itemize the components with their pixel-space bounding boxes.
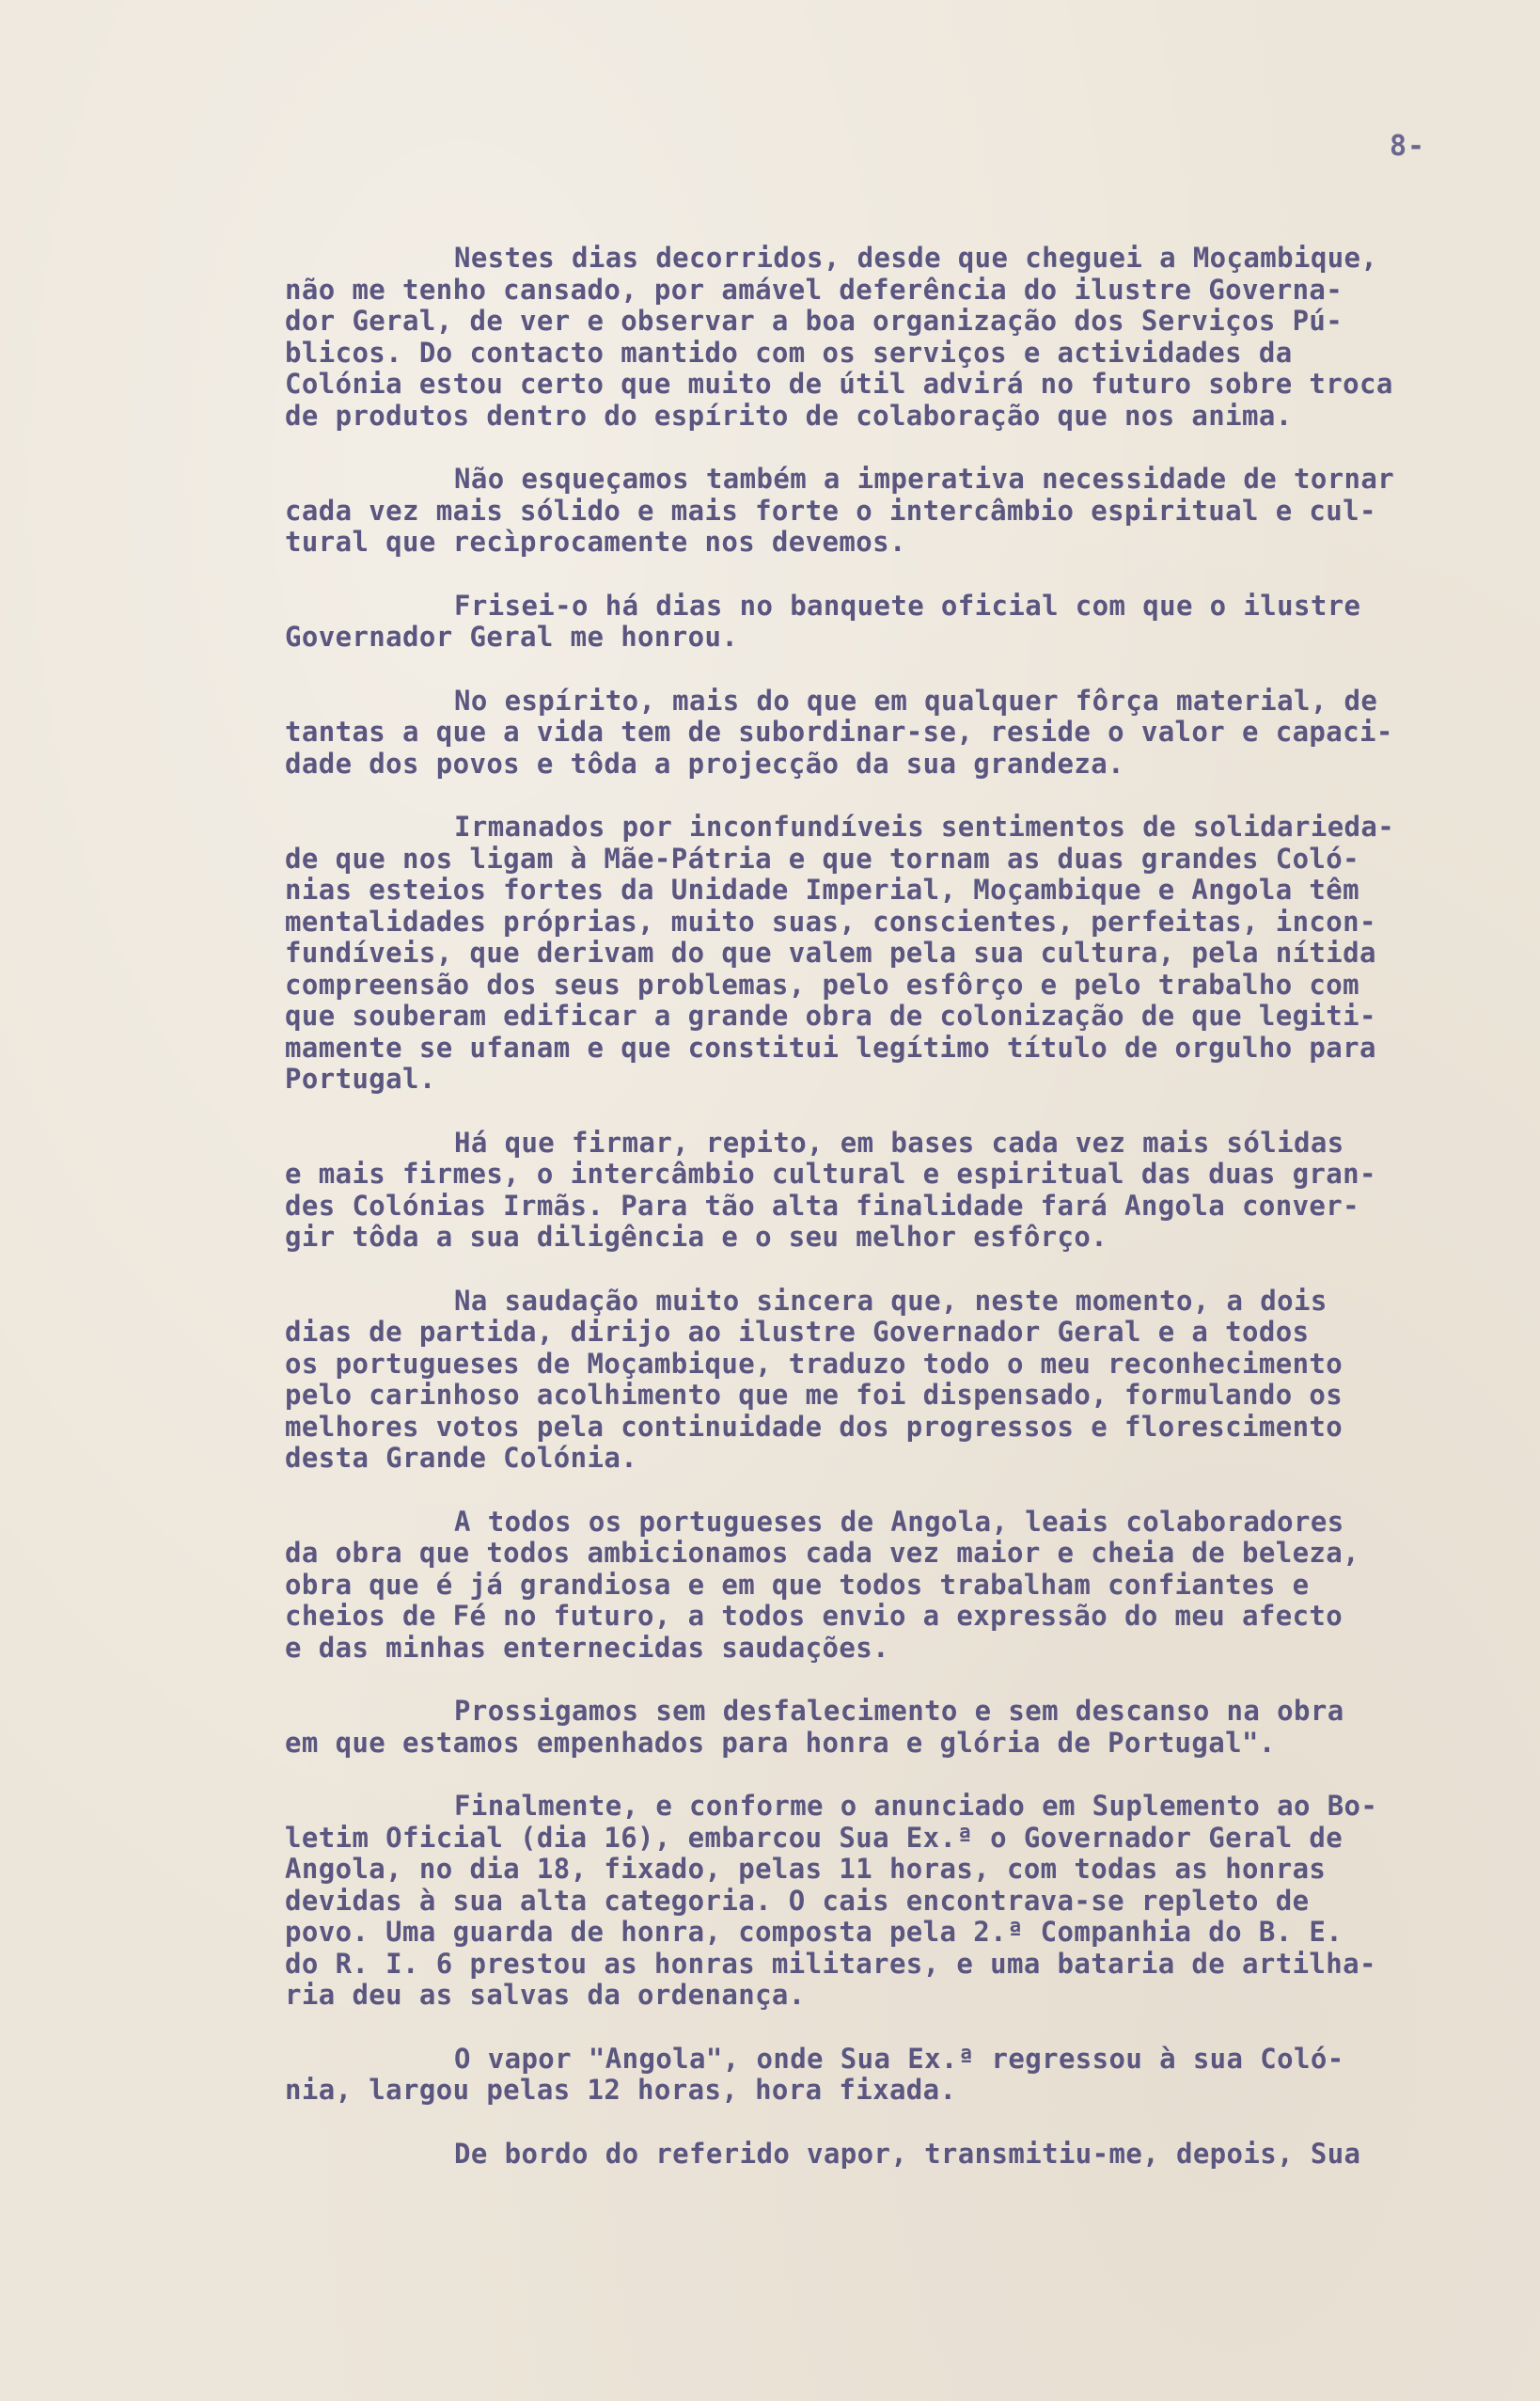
text-line: pelo carinhoso acolhimento que me foi dispensado, formulando os	[285, 1380, 1344, 1411]
text-line: cheios de Fé no futuro, a todos envio a expressão do meu afecto	[285, 1601, 1344, 1632]
text-line: nias esteios fortes da Unidade Imperial, Moçambique e Angola têm	[285, 875, 1360, 906]
text-line: de que nos ligam à Mãe-Pátria e que tornam as duas grandes Coló-	[285, 843, 1360, 875]
paragraph	[285, 1696, 1528, 1759]
text-line: De bordo do referido vapor, transmitiu-me, depois, Sua	[454, 2138, 1361, 2170]
text-line: mentalidades próprias, muito suas, conscientes, perfeitas, incon-	[285, 906, 1376, 938]
paragraph	[285, 1286, 1528, 1475]
text-line: No espírito, mais do que em qualquer fôrça material, de	[454, 685, 1378, 717]
paragraph	[285, 1507, 1528, 1665]
paragraph	[285, 591, 1528, 654]
paragraph	[285, 686, 1528, 781]
text-line: Angola, no dia 18, fixado, pelas 11 horas, com todas as honras	[285, 1854, 1327, 1885]
paragraph	[285, 1128, 1528, 1254]
text-line: de produtos dentro do espírito de colaboração que nos anima.	[285, 400, 1293, 432]
text-line: cada vez mais sólido e mais forte o intercâmbio espiritual e cul-	[285, 495, 1376, 527]
text-line: des Colónias Irmãs. Para tão alta finalidade fará Angola conver-	[285, 1190, 1360, 1222]
text-line: Frisei-o há dias no banquete oficial com que o ilustre	[454, 590, 1361, 622]
text-line: Há que firmar, repito, em bases cada vez mais sólidas	[454, 1127, 1344, 1159]
text-line: do R. I. 6 prestou as honras militares, e uma bataria de artilha-	[285, 1948, 1376, 1980]
text-line: nia, largou pelas 12 horas, hora fixada.	[285, 2075, 957, 2106]
text-line: Irmanados por inconfundíveis sentimentos de solidarieda-	[454, 812, 1395, 843]
text-line: dias de partida, dirijo ao ilustre Governador Geral e a todos	[285, 1317, 1310, 1348]
paragraph	[285, 464, 1528, 559]
text-line: mamente se ufanam e que constitui legítimo título de orgulho para	[285, 1032, 1376, 1064]
text-line: em que estamos empenhados para honra e glória de Portugal".	[285, 1727, 1276, 1759]
text-line: A todos os portugueses de Angola, leais colaboradores	[454, 1506, 1344, 1538]
text-line: Nestes dias decorridos, desde que cheguei a Moçambique,	[454, 243, 1378, 274]
paragraph	[285, 2044, 1528, 2107]
page-number: 8-	[1390, 130, 1426, 163]
text-line: devidas à sua alta categoria. O cais encontrava-se repleto de	[285, 1885, 1310, 1917]
text-line: Governador Geral me honrou.	[285, 622, 739, 653]
text-line: Portugal.	[285, 1064, 436, 1095]
text-line: tural que recìprocamente nos devemos.	[285, 527, 906, 558]
text-line: Não esqueçamos também a imperativa necessidade de tornar	[454, 464, 1395, 495]
text-line: compreensão dos seus problemas, pelo esfôrço e pelo trabalho com	[285, 969, 1360, 1001]
text-line: dor Geral, de ver e observar a boa organização dos Serviços Pú-	[285, 306, 1344, 337]
text-line: da obra que todos ambicionamos cada vez maior e cheia de beleza,	[285, 1538, 1360, 1569]
text-line: povo. Uma guarda de honra, composta pela 2.ª Companhia do B. E.	[285, 1917, 1344, 1948]
text-line: dade dos povos e tôda a projecção da sua grandeza.	[285, 748, 1124, 780]
text-line: os portugueses de Moçambique, traduzo todo o meu reconhecimento	[285, 1348, 1344, 1380]
text-line: letim Oficial (dia 16), embarcou Sua Ex.ª o Governador Geral de	[285, 1822, 1344, 1854]
text-line: que souberam edificar a grande obra de colonização de que legiti-	[285, 1001, 1376, 1032]
text-line: e das minhas enternecidas saudações.	[285, 1632, 889, 1664]
text-line: gir tôda a sua diligência e o seu melhor esfôrço.	[285, 1222, 1108, 1253]
text-line: desta Grande Colónia.	[285, 1443, 638, 1474]
text-line: não me tenho cansado, por amável deferência do ilustre Governa-	[285, 274, 1344, 306]
paragraph	[285, 2139, 1528, 2171]
text-line: Prossigamos sem desfalecimento e sem descanso na obra	[454, 1696, 1344, 1727]
text-line: obra que é já grandiosa e em que todos trabalham confiantes e	[285, 1569, 1310, 1601]
text-line: O vapor "Angola", onde Sua Ex.ª regressou à sua Coló-	[454, 2043, 1344, 2075]
document-body	[285, 243, 1528, 2202]
text-line: ria deu as salvas da ordenança.	[285, 1980, 806, 2011]
text-line: e mais firmes, o intercâmbio cultural e espiritual das duas gran-	[285, 1159, 1376, 1190]
text-line: blicos. Do contacto mantido com os serviços e actividades da	[285, 337, 1293, 369]
text-line: tantas a que a vida tem de subordinar-se, reside o valor e capaci-	[285, 717, 1393, 748]
text-line: Colónia estou certo que muito de útil advirá no futuro sobre troca	[285, 369, 1393, 400]
text-line: Finalmente, e conforme o anunciado em Suplemento ao Bo-	[454, 1791, 1378, 1822]
text-line: melhores votos pela continuidade dos progressos e florescimento	[285, 1411, 1344, 1443]
text-line: Na saudação muito sincera que, neste momento, a dois	[454, 1285, 1328, 1317]
paragraph	[285, 243, 1528, 432]
paragraph	[285, 1791, 1528, 2012]
paragraph	[285, 812, 1528, 1096]
text-line: fundíveis, que derivam do que valem pela sua cultura, pela nítida	[285, 938, 1376, 969]
